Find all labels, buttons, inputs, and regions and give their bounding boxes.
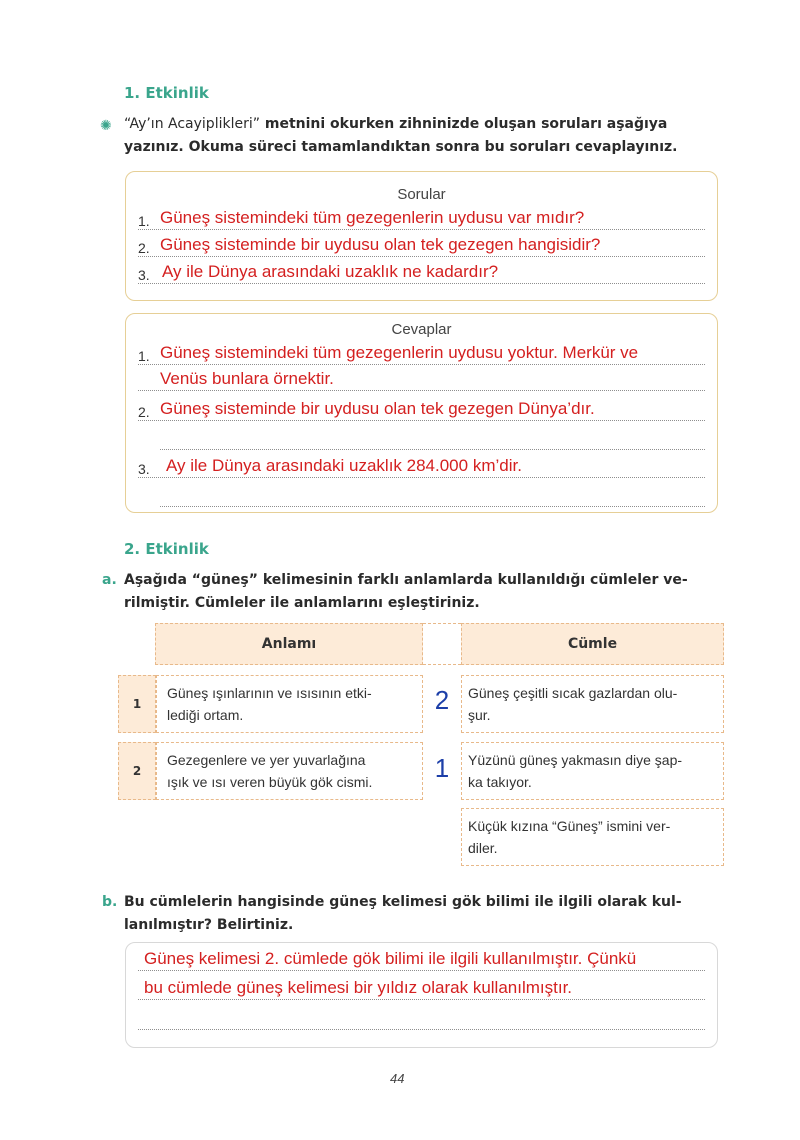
question-num-1: 1.	[138, 213, 150, 229]
part-a-line2: rilmiştir. Cümleler ile anlamlarını eşleştiriniz.	[124, 595, 480, 611]
activity-1-instruction	[124, 113, 724, 159]
answer-num-2: 2.	[138, 404, 150, 420]
answer-line-1b	[138, 367, 705, 391]
part-a-label: a.	[102, 572, 117, 588]
questions-title: Sorular	[397, 186, 446, 203]
sentence-2-line2: ka takıyor.	[468, 774, 532, 790]
answer-blank-line-3	[160, 506, 705, 507]
part-a-instruction	[124, 569, 724, 615]
activity-2-title: 2. Etkinlik	[124, 540, 209, 558]
part-b-answer-line-2	[138, 976, 705, 1000]
instruction-line2: yazınız. Okuma süreci tamamlandıktan sonra bu soruları cevaplayınız.	[124, 139, 678, 155]
answers-title: Cevaplar	[391, 321, 452, 338]
question-text-3: Ay ile Dünya arasındaki uzaklık ne kadardır?	[162, 262, 499, 281]
page-number: 44	[390, 1071, 405, 1086]
sparkle-icon: ✺	[100, 118, 112, 134]
part-b-line2: lanılmıştır? Belirtiniz.	[124, 917, 294, 933]
question-line-3	[138, 260, 705, 284]
meaning-1-line2: lediği ortam.	[167, 707, 244, 723]
question-line-1	[138, 206, 705, 230]
sentence-1-line2: şur.	[468, 707, 491, 723]
header-sentence: Cümle	[461, 623, 724, 665]
answer-num-3: 3.	[138, 461, 150, 477]
question-text-1: Güneş sistemindeki tüm gezegenlerin uydusu var mıdır?	[160, 208, 585, 227]
meaning-cell-1	[156, 675, 423, 733]
match-answer-1: 2	[434, 685, 450, 715]
answer-text-1b: Venüs bunlara örnektir.	[160, 369, 334, 388]
sentence-cell-1	[461, 675, 724, 733]
answer-text-3: Ay ile Dünya arasındaki uzaklık 284.000 km’dir.	[166, 456, 522, 475]
part-b-answer-text-1: Güneş kelimesi 2. cümlede gök bilimi ile ilgili kullanılmıştır. Çünkü	[144, 949, 637, 968]
sentence-cell-2	[461, 742, 724, 800]
meaning-num-2: 2	[118, 742, 156, 800]
part-b-answer-text-2: bu cümlede güneş kelimesi bir yıldız olarak kullanılmıştır.	[144, 978, 573, 997]
sentence-2-line1: Yüzünü güneş yakmasın diye şap-	[468, 752, 683, 768]
header-spacer	[423, 623, 461, 665]
instruction-quote: “Ay’ın Acayiplikleri”	[124, 116, 260, 132]
sentence-cell-3	[461, 808, 724, 866]
meaning-num-1: 1	[118, 675, 156, 733]
sentence-3-line2: diler.	[468, 840, 498, 856]
question-num-3: 3.	[138, 267, 150, 283]
instruction-line1: metnini okurken zihninizde oluşan soruları aşağıya	[259, 116, 668, 132]
part-b-instruction	[124, 891, 724, 937]
question-num-2: 2.	[138, 240, 150, 256]
part-a-line1: Aşağıda “güneş” kelimesinin farklı anlamlarda kullanıldığı cümleler ve-	[124, 572, 688, 588]
answer-line-2	[138, 397, 705, 421]
activity-1-title: 1. Etkinlik	[124, 84, 209, 102]
part-b-blank-line	[138, 1029, 705, 1030]
sentence-3-line1: Küçük kızına “Güneş” ismini ver-	[468, 818, 671, 834]
answer-line-1a	[138, 341, 705, 365]
question-line-2	[138, 233, 705, 257]
questions-box	[125, 171, 718, 301]
answer-line-3	[138, 454, 705, 478]
part-b-label: b.	[102, 894, 118, 910]
part-b-answer-box	[125, 942, 718, 1048]
meaning-1-line1: Güneş ışınlarının ve ısısının etki-	[167, 685, 372, 701]
answer-blank-line-2	[160, 449, 705, 450]
meaning-cell-2	[156, 742, 423, 800]
meaning-2-line2: ışık ve ısı veren büyük gök cismi.	[167, 774, 373, 790]
match-answer-2: 1	[434, 753, 450, 783]
answers-box	[125, 313, 718, 513]
answer-num-1: 1.	[138, 348, 150, 364]
part-b-answer-line-1	[138, 947, 705, 971]
header-meaning: Anlamı	[155, 623, 423, 665]
answer-text-1a: Güneş sistemindeki tüm gezegenlerin uydusu yoktur. Merkür ve	[160, 343, 639, 362]
question-text-2: Güneş sisteminde bir uydusu olan tek gezegen hangisidir?	[160, 235, 601, 254]
meaning-2-line1: Gezegenlere ve yer yuvarlağına	[167, 752, 366, 768]
answer-text-2: Güneş sisteminde bir uydusu olan tek gezegen Dünya’dır.	[160, 399, 595, 418]
part-b-line1: Bu cümlelerin hangisinde güneş kelimesi gök bilimi ile ilgili olarak kul-	[124, 894, 682, 910]
sentence-1-line1: Güneş çeşitli sıcak gazlardan olu-	[468, 685, 678, 701]
